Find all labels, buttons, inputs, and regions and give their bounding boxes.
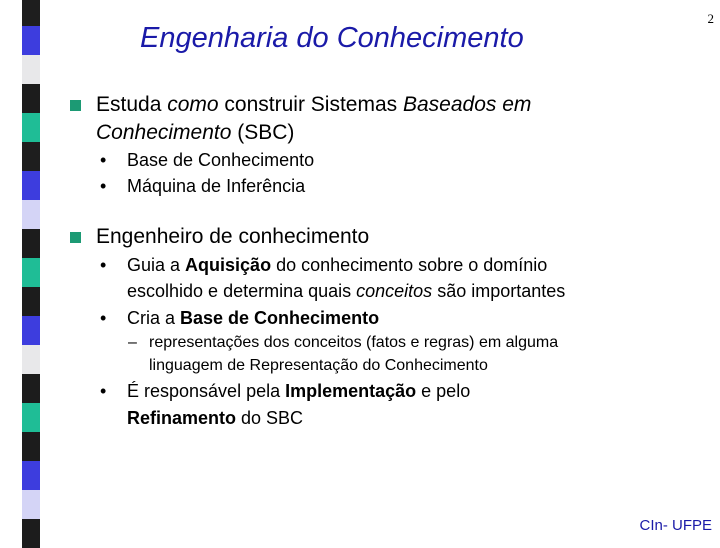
strip-block [22,374,40,403]
text-run: Estuda [96,93,168,116]
text-run-bold: Refinamento [127,408,237,428]
strip-block [22,519,40,548]
dot-bullet-icon: • [100,255,107,275]
sub-bullet-text: Máquina de Inferência [127,176,306,196]
text-run: Cria a [127,308,181,328]
text-run: escolhido e determina quais [127,281,357,301]
text-run-bold: Implementação [285,381,417,401]
square-bullet-icon [70,232,81,243]
sub-bullet-text [127,278,565,304]
text-run-italic: como [167,93,219,116]
text-run-bold: Aquisição [185,255,272,275]
strip-block [22,461,40,490]
text-run: do SBC [236,408,304,428]
text-run: e pelo [416,381,471,401]
strip-block [22,316,40,345]
text-run: É responsável pela [127,381,286,401]
dash-bullet-icon: – [128,334,137,351]
page-number: 2 [707,11,714,26]
strip-block [22,0,40,26]
square-bullet-icon [70,100,81,111]
strip-block [22,403,40,432]
sub-bullet-text [127,405,303,431]
text-run-bold: Base de Conhecimento [180,308,380,328]
strip-block [22,200,40,229]
text-run-italic: Baseados em [402,93,532,116]
sub-bullet-text [127,305,379,331]
text-run-italic: Conhecimento [96,121,232,144]
bullet-line [96,92,531,118]
decorative-color-strip [22,0,40,540]
strip-block [22,171,40,200]
sub-sub-bullet-text: representações dos conceitos (fatos e regras) em alguma [149,334,559,351]
dot-bullet-icon: • [100,381,107,401]
strip-block [22,345,40,374]
strip-block [22,258,40,287]
strip-block [22,26,40,55]
strip-block [22,490,40,519]
slide-title: Engenharia do Conhecimento [140,22,524,54]
footer-text: CIn- UFPE [639,517,712,534]
strip-block [22,142,40,171]
sub-bullet-text [127,252,547,278]
sub-sub-bullet-text: linguagem de Representação do Conhecimento [149,357,488,374]
text-run: são importantes [432,281,566,301]
sub-bullet-text [127,378,470,404]
bullet-line [96,120,294,146]
strip-block [22,84,40,113]
bullet-line: Engenheiro de conhecimento [96,225,370,248]
strip-block [22,55,40,84]
strip-block [22,432,40,461]
text-run: Guia a [127,255,186,275]
text-run-italic: conceitos [356,281,433,301]
text-run: (SBC) [231,121,295,144]
text-run: construir Sistemas [218,93,403,116]
strip-block [22,113,40,142]
sub-bullet-text: Base de Conhecimento [127,150,315,170]
dot-bullet-icon: • [100,308,107,328]
dot-bullet-icon: • [100,150,107,170]
strip-block [22,287,40,316]
text-run: do conhecimento sobre o domínio [271,255,548,275]
strip-block [22,229,40,258]
dot-bullet-icon: • [100,176,107,196]
